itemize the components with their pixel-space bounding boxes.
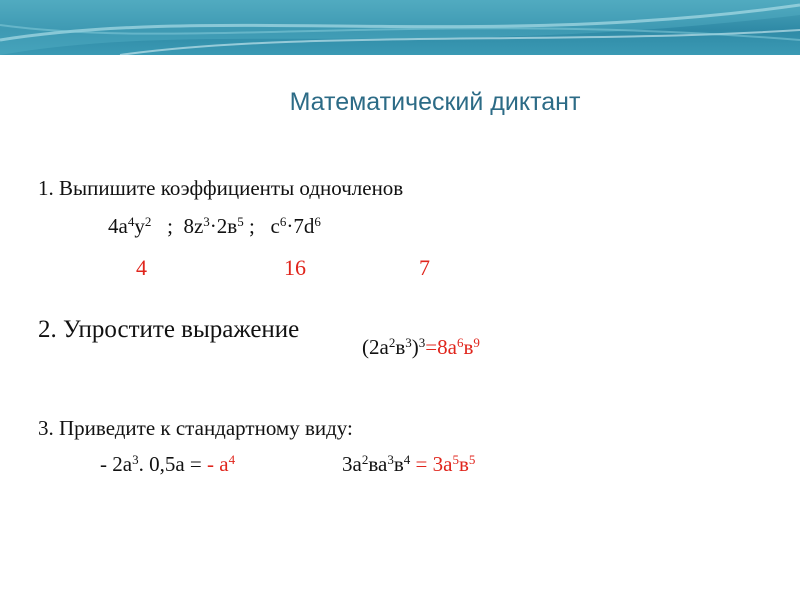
task3-answer-2: = $3а^5в^5$ bbox=[415, 451, 476, 476]
task1-monomials: $4а^4у^2$ ; $8z^3\cdot 2в^5$ ; $с^6\cdot 7d^6$ bbox=[108, 213, 321, 238]
task3-question: 3. Приведите к стандартному виду: bbox=[38, 416, 353, 440]
header-banner bbox=[0, 0, 800, 55]
task1-answer-3: 7 bbox=[419, 255, 430, 280]
task1-question: 1. Выпишите коэффициенты одночленов bbox=[38, 176, 404, 200]
task3-answer-1: - $а^4$ bbox=[207, 451, 236, 476]
task1-answer-2: 16 bbox=[284, 255, 306, 280]
task2-expression: $(2а^2в^3)^3=8а^6в^9$ bbox=[362, 334, 480, 359]
wave-decoration bbox=[0, 0, 800, 55]
task2-answer: $=8а^6в^9$ bbox=[425, 334, 480, 359]
task3-expression-2: $3а^2ва^3в^4 = 3а^5в^5$ bbox=[342, 451, 476, 476]
task2-question: 2. Упростите выражение bbox=[38, 316, 300, 343]
task1-answer-1: 4 bbox=[136, 255, 147, 280]
task3-expression-1: - $2а^3$. 0,5а = - $а^4$ bbox=[100, 451, 236, 476]
slide-title: Математический диктант bbox=[289, 88, 581, 116]
